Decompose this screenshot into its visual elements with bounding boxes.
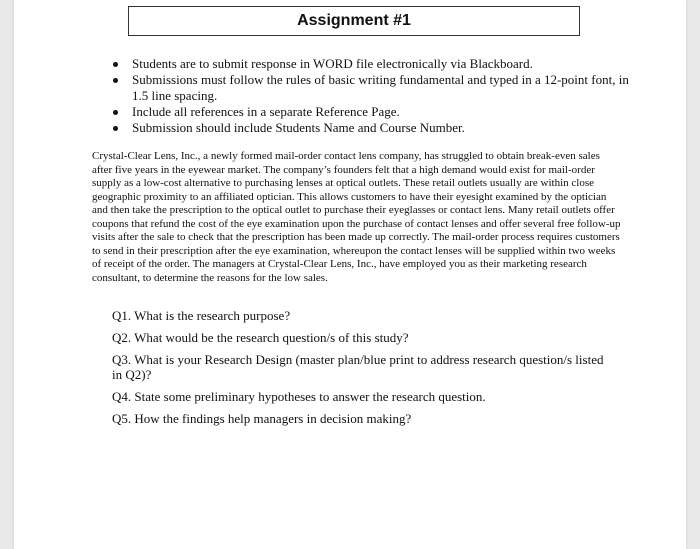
instruction-item <box>110 120 630 136</box>
question-item: Q4. State some preliminary hypotheses to answer the research question. <box>112 389 486 404</box>
document-page <box>14 0 686 549</box>
questions-list <box>112 308 612 433</box>
question-item: Q2. What would be the research question/s of this study? <box>112 330 409 345</box>
instruction-item <box>110 104 630 120</box>
instruction-item <box>110 72 630 104</box>
question-item: Q5. How the findings help managers in decision making? <box>112 411 412 426</box>
question-item: Q1. What is the research purpose? <box>112 308 291 323</box>
instructions-list <box>110 56 630 136</box>
case-study-paragraph: Crystal-Clear Lens, Inc., a newly formed mail-order contact lens company, has struggled to obtain break-even sales after five years in the eyewear market. The company’s founders felt that a high demand would exist for mail-order supply as a low-cost alternative to purchasing lenses at optical outlets. These retail outlets usually are within close geographic proximity to an affiliated optician. This allows customers to have their eyesight examined by the optician and then take the prescription to the optical outlet to purchase their eyeglasses or contact lens. Many retail outlets offer coupons that refund the cost of the eye examination upon the purchase of contact lenses and offer several free follow-up visits after the sale to check that the prescription has been made up correctly. The mail-order process requires customers to send in their prescription after the eye examination, whereupon the contact lenses will be supplied within two weeks of receipt of the order. The managers at Crystal-Clear Lens, Inc., have employed you as their marketing research consultant, to determine the reasons for the low sales. <box>92 150 621 284</box>
assignment-title: Assignment #1 <box>128 6 580 36</box>
instruction-item <box>110 56 630 72</box>
bullet-icon <box>113 126 118 131</box>
question-item: Q3. What is your Research Design (master plan/blue print to address research question/s listed in Q2)? <box>112 352 604 382</box>
instruction-text: Submissions must follow the rules of basic writing fundamental and typed in a 12-point font, in 1.5 line spacing. <box>132 72 629 103</box>
bullet-icon <box>113 78 118 83</box>
instruction-text: Include all references in a separate Reference Page. <box>132 104 400 119</box>
instruction-text: Students are to submit response in WORD file electronically via Blackboard. <box>132 56 533 71</box>
bullet-icon <box>113 110 118 115</box>
instruction-text: Submission should include Students Name and Course Number. <box>132 120 465 135</box>
bullet-icon <box>113 62 118 67</box>
